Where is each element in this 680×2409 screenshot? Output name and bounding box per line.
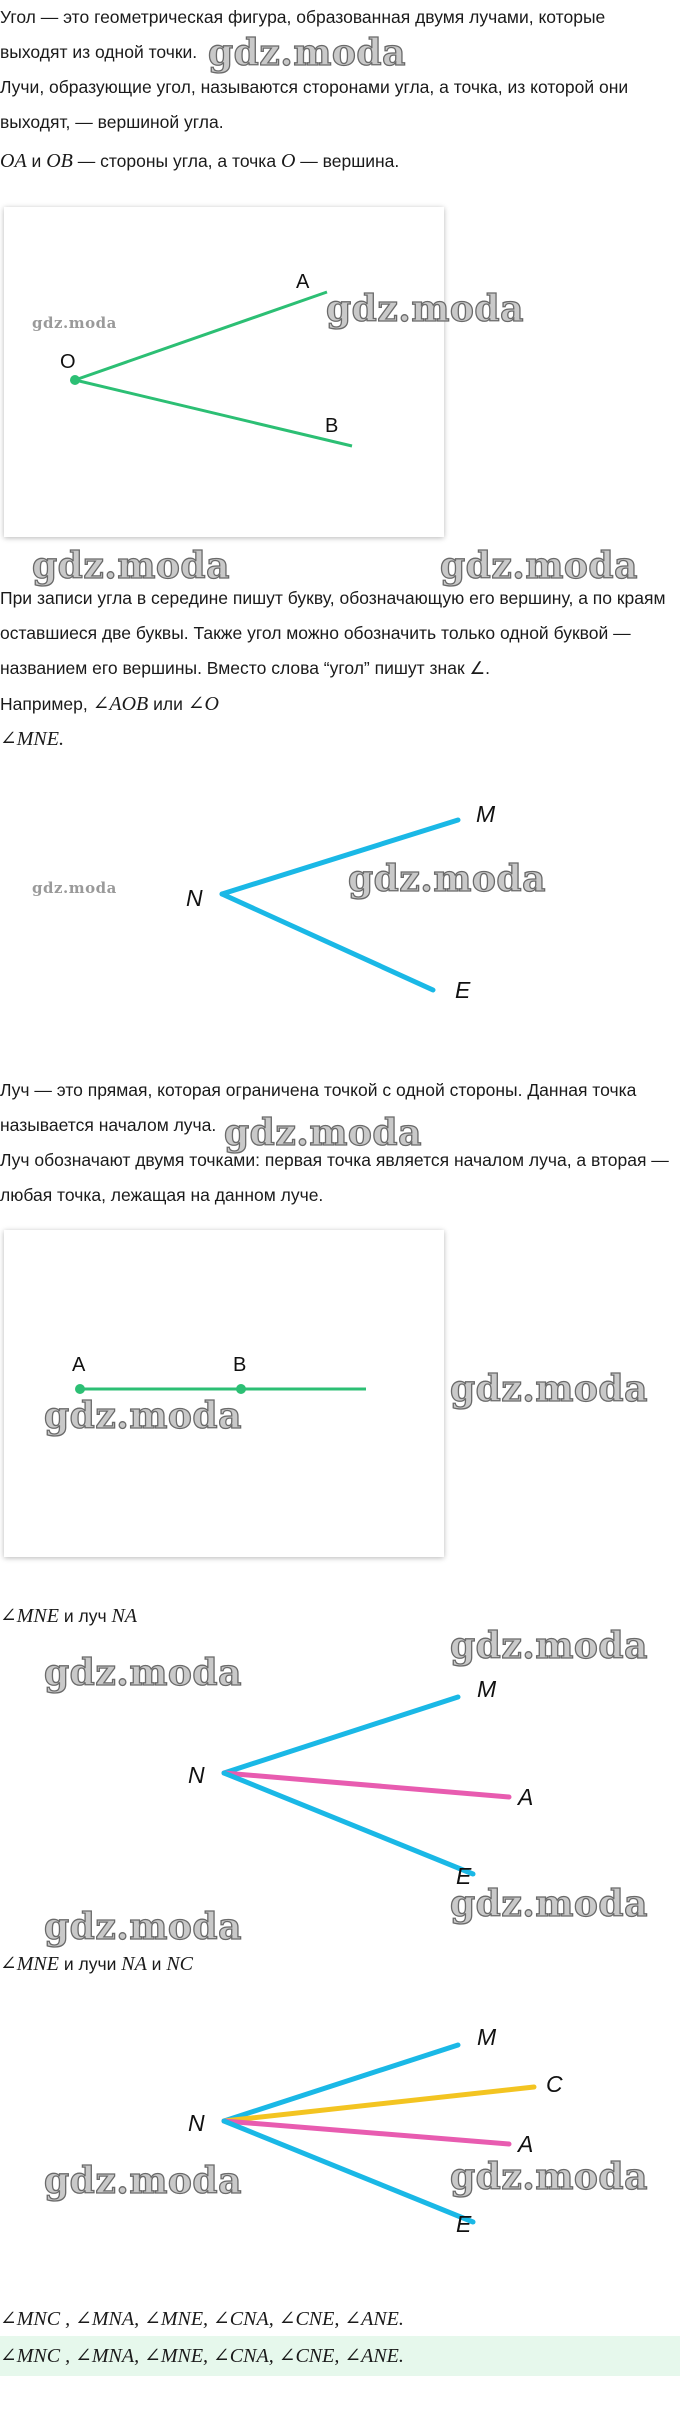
answer-angle-list-highlighted: ∠MNC , ∠MNA, ∠MNE, ∠CNA, ∠CNE, ∠ANE.: [0, 2345, 404, 2367]
text-sides-rest: — стороны угла, а точка: [77, 151, 277, 171]
label-a: A: [518, 1784, 534, 1810]
label-m: M: [477, 1676, 497, 1702]
text-or: или: [153, 694, 183, 714]
label-e: E: [456, 1863, 472, 1889]
angle-notation-text: При записи угла в середине пишут букву, обозначающую его вершину, а по краям оставшиеся две буквы. Также угол можно обозначить только одной буквой — названием его вершины. Вместо слова “угол” пишут знак ∠.: [0, 588, 666, 678]
math-o: O: [280, 150, 296, 172]
label-a: A: [518, 2131, 534, 2157]
watermark: gdz.moda: [44, 2160, 242, 2202]
label-a: A: [72, 1354, 86, 1376]
text-example-prefix: Например,: [0, 694, 88, 714]
answer-highlight: [0, 2336, 680, 2376]
ray-definition: Луч — это прямая, которая ограничена точкой с одной стороны. Данная точка называется началом луча.: [0, 1080, 637, 1135]
label-o: O: [60, 351, 76, 373]
watermark: gdz.moda: [44, 1906, 242, 1948]
math-oa: OA: [0, 150, 27, 172]
watermark: gdz.moda: [440, 545, 638, 587]
label-b: B: [233, 1354, 247, 1376]
text-and-ray: и луч: [63, 1606, 107, 1626]
math-angle-o: ∠O: [187, 693, 219, 715]
ray-naming-text: Луч обозначают двумя точками: первая точка является началом луча, а вторая — любая точка, лежащая на данном луче.: [0, 1150, 669, 1205]
angle-mne-caption: ∠MNE.: [0, 728, 64, 750]
watermark: gdz.moda: [450, 1883, 648, 1925]
watermark: gdz.moda: [450, 1625, 648, 1667]
watermark: gdz.moda: [224, 1112, 422, 1154]
math-nc: NC: [166, 1953, 194, 1975]
watermark: gdz.moda: [44, 1652, 242, 1694]
math-angle-mne: ∠MNE: [0, 1953, 59, 1975]
math-angle-aob: ∠AOB: [92, 693, 149, 715]
math-na: NA: [121, 1953, 147, 1975]
text-and-rays: и лучи: [63, 1954, 117, 1974]
watermark: gdz.moda: [32, 545, 230, 587]
text-and: и: [151, 1954, 162, 1974]
answer-angle-list: ∠MNC , ∠MNA, ∠MNE, ∠CNA, ∠CNE, ∠ANE.: [0, 2308, 404, 2330]
math-na: NA: [111, 1605, 138, 1627]
label-m: M: [476, 801, 496, 827]
text-vertex-rest: — вершина.: [300, 151, 400, 171]
text-and: и: [31, 151, 42, 171]
label-e: E: [456, 2211, 472, 2237]
angle-definition: Угол — это геометрическая фигура, образованная двумя лучами, которые выходят из одной точки.: [0, 7, 606, 62]
watermark: gdz.moda: [44, 1395, 242, 1437]
label-a: A: [296, 271, 310, 293]
label-m: M: [477, 2024, 497, 2050]
label-b: B: [325, 415, 339, 437]
watermark: gdz.moda: [32, 314, 117, 332]
watermark: gdz.moda: [348, 858, 546, 900]
angle-parts-text: Лучи, образующие угол, называются сторонами угла, а точка, из которой они выходят, — вершиной угла.: [0, 77, 629, 132]
watermark: gdz.moda: [450, 2156, 648, 2198]
watermark: gdz.moda: [32, 879, 117, 897]
label-n: N: [186, 885, 203, 911]
label-e: E: [455, 977, 471, 1003]
math-ob: OB: [46, 150, 73, 172]
math-angle-mne: ∠MNE: [0, 1605, 59, 1627]
watermark: gdz.moda: [450, 1368, 648, 1410]
label-n: N: [188, 1762, 205, 1788]
label-n: N: [188, 2110, 205, 2136]
label-c: C: [546, 2071, 563, 2097]
watermark: gdz.moda: [208, 32, 406, 74]
watermark: gdz.moda: [326, 288, 524, 330]
